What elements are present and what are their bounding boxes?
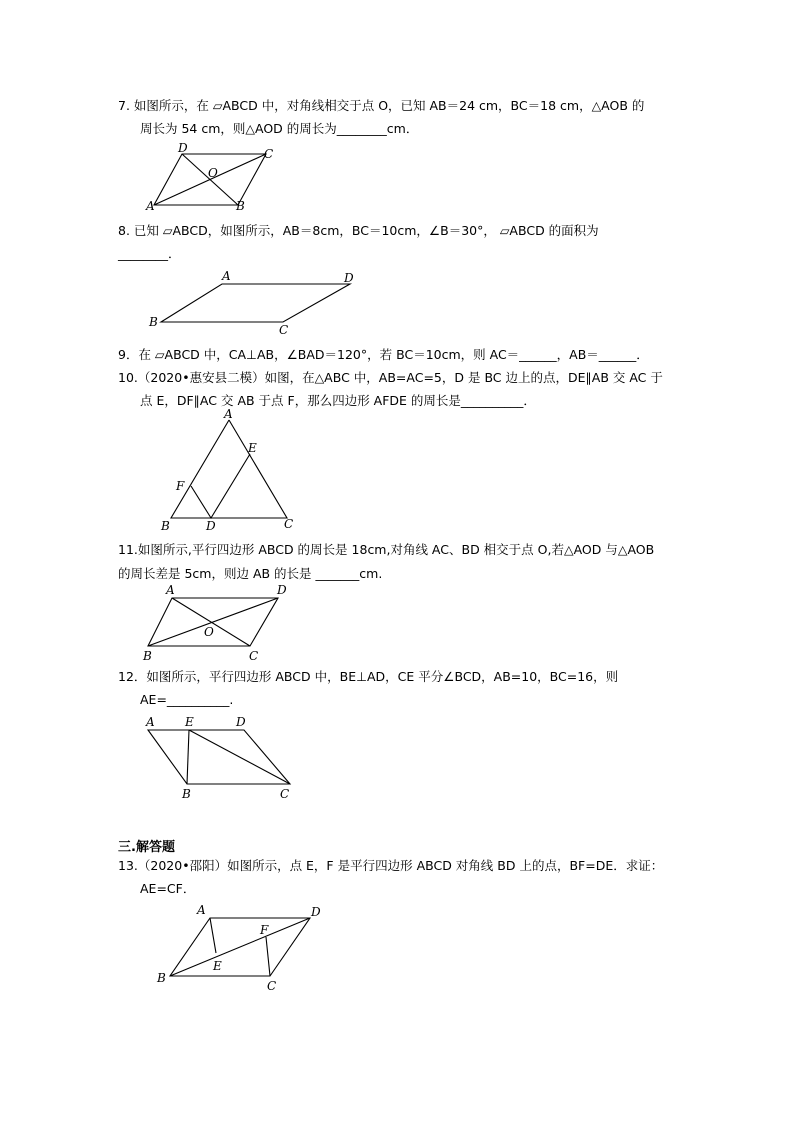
question-11-line-1: 11.如图所示,平行四边形 ABCD 的周长是 18cm,对角线 AC、BD 相交于点 O,若△AOD 与△AOB [118, 542, 655, 557]
label-b: B [157, 971, 166, 985]
label-d: D [277, 583, 287, 597]
question-10-line-2: 点 E，DF∥AC 交 AB 于点 F，那么四边形 AFDE 的周长是__________． [140, 393, 536, 408]
label-a: A [224, 407, 233, 421]
label-c: C [279, 323, 289, 337]
label-a: A [146, 715, 155, 729]
question-10-line-1: 10.（2020•惠安县二模）如图，在△ABC 中，AB=AC=5，D 是 BC 边上的点，DE∥AB 交 AC 于 [118, 370, 663, 385]
label-c: C [280, 787, 290, 801]
label-d: D [206, 519, 216, 533]
label-e: E [185, 715, 194, 729]
label-e: E [213, 959, 222, 973]
label-c: C [264, 147, 274, 161]
question-12-line-2: AE=__________. [140, 692, 234, 707]
question-7-line-1: 7. 如图所示，在 ▱ABCD 中，对角线相交于点 O，已知 AB＝24 cm，BC＝18 cm，△AOB 的 [118, 98, 645, 113]
question-9-line-1: 9．在 ▱ABCD 中，CA⊥AB，∠BAD＝120°，若 BC＝10cm，则 AC＝______，AB＝______． [118, 347, 649, 362]
label-f: F [176, 479, 185, 493]
label-a: A [166, 583, 175, 597]
label-b: B [143, 649, 152, 663]
label-d: D [311, 905, 321, 919]
figure-q10-triangle [155, 406, 305, 536]
question-11-line-2: 的周长差是 5cm，则边 AB 的长是 _______cm. [118, 566, 383, 581]
question-12-line-1: 12．如图所示，平行四边形 ABCD 中，BE⊥AD，CE 平分∠BCD，AB=10，BC=16，则 [118, 669, 619, 684]
figure-q8-parallelogram [145, 268, 375, 340]
label-b: B [149, 315, 158, 329]
question-13-line-1: 13.（2020•邵阳）如图所示，点 E，F 是平行四边形 ABCD 对角线 BD 上的点，BF=DE．求证： [118, 858, 664, 873]
label-o: O [204, 625, 214, 639]
label-o: O [208, 166, 218, 180]
label-d: D [236, 715, 246, 729]
label-a: A [146, 199, 155, 213]
question-13-line-2: AE=CF． [140, 881, 196, 896]
label-f: F [260, 923, 269, 937]
figure-q11-parallelogram [140, 584, 300, 664]
section-title-solution-questions: 三.解答题 [118, 840, 175, 855]
label-d: D [178, 141, 188, 155]
label-b: B [236, 199, 245, 213]
question-8-line-1: 8. 已知 ▱ABCD，如图所示，AB＝8cm，BC＝10cm，∠B＝30°， ▱ABCD 的面积为 [118, 223, 599, 238]
label-a: A [197, 903, 206, 917]
figure-q7-parallelogram [140, 142, 290, 217]
label-c: C [284, 517, 294, 531]
label-b: B [182, 787, 191, 801]
label-c: C [267, 979, 277, 993]
label-a: A [222, 269, 231, 283]
figure-q13-parallelogram [150, 900, 330, 995]
label-d: D [344, 271, 354, 285]
label-e: E [248, 441, 257, 455]
question-8-line-2: ________． [118, 246, 181, 261]
label-c: C [249, 649, 259, 663]
question-7-line-2: 周长为 54 cm，则△AOD 的周长为________cm． [140, 121, 419, 136]
label-b: B [161, 519, 170, 533]
figure-q12-parallelogram [140, 712, 310, 804]
